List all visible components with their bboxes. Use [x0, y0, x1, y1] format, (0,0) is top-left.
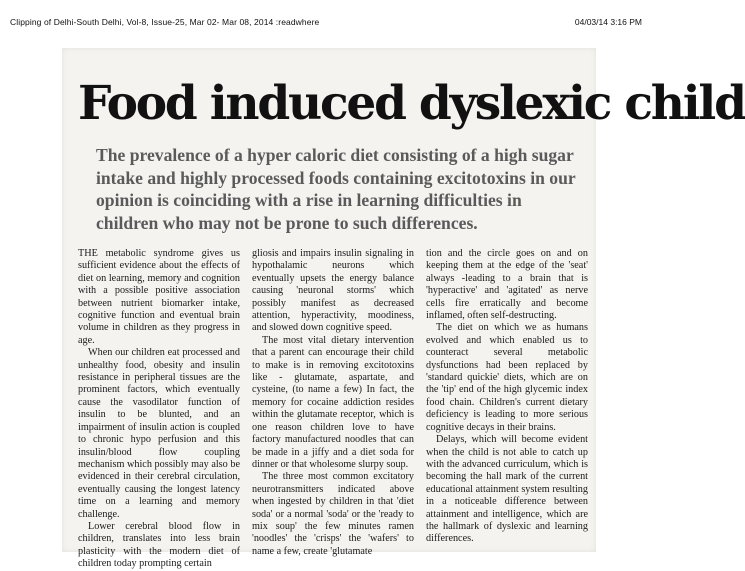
paragraph: The three most common excitatory neurotransmitters indicated above when ingested by children in that 'diet soda' or a normal 'soda' or the 'ready to mix soup' the few minutes ramen 'noodles' the 'crisps' the 'wafers' to name a few, create 'glutamate [252, 471, 414, 557]
article-column-2 [252, 248, 414, 558]
clipping-timestamp: 04/03/14 3:16 PM [574, 17, 642, 27]
newspaper-clipping [62, 48, 745, 570]
clipping-source: Clipping of Delhi-South Delhi, Vol-8, Issue-25, Mar 02- Mar 08, 2014 :readwhere [10, 17, 320, 27]
paragraph: tion and the circle goes on and on keeping them at the edge of the 'seat' always -leading to a brain that is 'hyperactive' and 'agitated' as nerve cells fire erratically and become inflamed, often self-destructing. [426, 248, 588, 322]
paragraph: The diet on which we as humans evolved and which enabled us to counteract several metabolic dysfunctions had been replaced by 'standard quickie' diets, which are on the 'tip' end of the high glycemic index food chain. Children's current dietary deficiency is leading to more serious cognitive decays in their brains. [426, 322, 588, 433]
article-headline: Food induced dyslexic child [78, 76, 745, 131]
paragraph: Lower cerebral blood flow in children, translates into less brain plasticity with the modern diet of children today prompting certain [78, 520, 240, 570]
paragraph: The most vital dietary intervention that a parent can encourage their child to make is in removing excitotoxins like - glutamate, aspartate, and cysteine, (to name a few) In fact, the memory for cocaine addiction resides within the glutamate receptor, which is one reason children love to have factory manufactured noodles that can be made in a jiffy and a diet soda for dinner or that wholesome slurpy soup. [252, 334, 414, 470]
article-deck: The prevalence of a hyper caloric diet consisting of a high sugar intake and highly processed foods containing excitotoxins in our opinion is coinciding with a rise in learning difficulties in children who may not be prone to such differences. [96, 145, 576, 233]
paragraph: gliosis and impairs insulin signaling in hypothalamic neurons which eventually upsets the energy balance causing 'neuronal storms' which possibly manifest as decreased attention, hyperactivity, moodiness, and slowed down cognitive speed. [252, 248, 414, 334]
paragraph: Delays, which will become evident when the child is not able to catch up with the advanced curriculum, which is becoming the hall mark of the current educational attainment system resulting in a noticeable difference between attainment and intelligence, which are the hallmark of dyslexic and learning differences. [426, 434, 588, 545]
clipping-header [0, 0, 660, 40]
article-column-3 [426, 248, 588, 546]
article-column-1 [78, 248, 240, 571]
paragraph: THE metabolic syndrome gives us sufficient evidence about the effects of diet on learning, memory and cognition with a possible positive association between nutrient biomarker intake, cognitive function and eventual brain volume in children as they progress in age. [78, 248, 240, 346]
paragraph: When our children eat processed and unhealthy food, obesity and insulin resistance in peripheral tissues are the prominent factors, which eventually cause the vasodilator function of insulin to be blunted, and an impairment of insulin action is coupled to chronic hypo perfusion and this insulin/blood flow coupling mechanism which possibly may also be evidenced in their cerebral circulation, eventually causing the longest latency time on a learning and memory challenge. [78, 347, 240, 520]
